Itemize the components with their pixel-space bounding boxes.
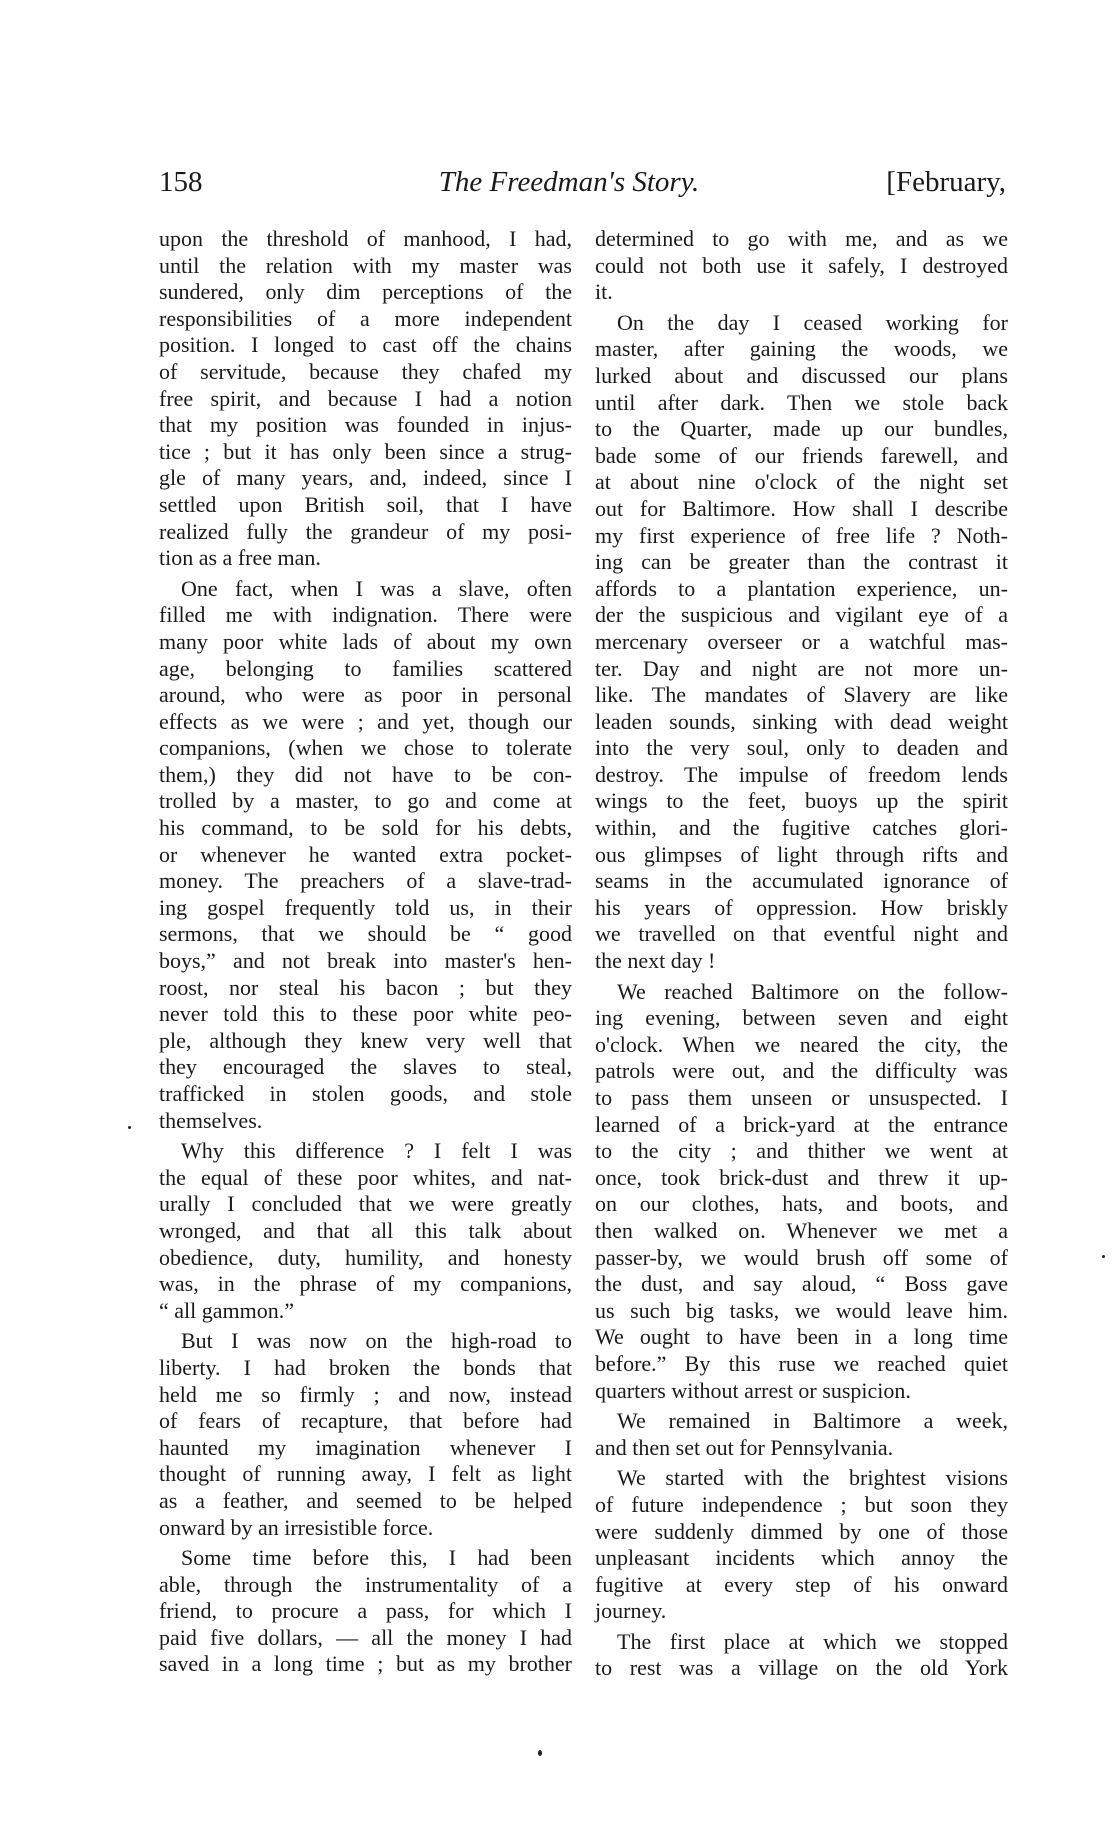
text-line: upon the threshold of manhood, I had, — [159, 226, 572, 251]
text-line: settled upon British soil, that I have — [159, 491, 572, 517]
text-line: “ all gammon.” — [159, 1297, 295, 1323]
text-line: themselves. — [159, 1107, 263, 1133]
text-line: many poor white lads of about my own — [159, 628, 572, 654]
text-line: once, took brick-dust and threw it up- — [595, 1164, 1008, 1190]
text-line: saved in a long time ; but as my brother — [159, 1651, 572, 1677]
text-line: we travelled on that eventful night and — [595, 921, 1008, 947]
paragraph — [159, 226, 572, 572]
right-column — [595, 226, 1008, 1686]
text-line: until the relation with my master was — [159, 252, 572, 278]
text-line: determined to go with me, and as we — [595, 226, 1008, 251]
text-line: and then set out for Pennsylvania. — [595, 1434, 894, 1460]
page-number: 158 — [159, 166, 203, 198]
running-title: The Freedman's Story. — [438, 166, 700, 198]
text-line: like. The mandates of Slavery are like — [595, 682, 1008, 708]
text-line: age, belonging to families scattered — [159, 655, 572, 681]
text-line: on our clothes, hats, and boots, and — [595, 1191, 1008, 1217]
text-line: lurked about and discussed our plans — [595, 362, 1008, 388]
text-line: as a feather, and seemed to be helped — [159, 1487, 572, 1513]
text-line: that my position was founded in injus- — [159, 412, 572, 438]
text-line: roost, nor steal his bacon ; but they — [159, 974, 572, 1000]
text-line: wronged, and that all this talk about — [159, 1217, 572, 1243]
paragraph — [595, 1629, 1008, 1682]
text-line: realized fully the grandeur of my posi- — [159, 518, 572, 544]
text-line: affords to a plantation experience, un- — [595, 575, 1008, 601]
text-line: ple, although they knew very well that — [159, 1027, 572, 1053]
text-line: boys,” and not break into master's hen- — [159, 948, 572, 974]
text-line: money. The preachers of a slave-trad- — [159, 868, 572, 894]
text-line: his years of oppression. How briskly — [595, 894, 1008, 920]
text-line: master, after gaining the woods, we — [595, 336, 1008, 362]
text-line: sermons, that we should be “ good — [159, 921, 572, 947]
text-line: to the city ; and thither we went at — [595, 1138, 1008, 1164]
text-line: tion as a free man. — [159, 545, 321, 571]
paragraph — [595, 1408, 1008, 1461]
text-line: of fears of recapture, that before had — [159, 1408, 572, 1434]
text-line: to rest was a village on the old York — [595, 1655, 1008, 1681]
text-line: trafficked in stolen goods, and stole — [159, 1081, 572, 1106]
text-line: my first experience of free life ? Noth- — [595, 522, 1008, 548]
text-line: urally I concluded that we were greatly — [159, 1191, 572, 1217]
text-line: the next day ! — [595, 948, 716, 974]
text-line: seams in the accumulated ignorance of — [595, 868, 1008, 894]
text-line: journey. — [595, 1598, 667, 1624]
ink-speck — [1102, 1255, 1105, 1258]
paragraph — [159, 1328, 572, 1541]
text-line: could not both use it safely, I destroyed — [595, 252, 1008, 278]
ink-speck — [128, 1126, 131, 1129]
paragraph — [159, 576, 572, 1134]
text-line: bade some of our friends farewell, and — [595, 442, 1008, 468]
text-line: into the very soul, only to deaden and — [595, 735, 1008, 761]
text-line: effects as we were ; and yet, though our — [159, 708, 572, 734]
text-line: We started with the brightest visions — [617, 1465, 1008, 1491]
text-line: ing can be greater than the contrast it — [595, 549, 1008, 575]
text-line: before.” By this ruse we reached quiet — [595, 1350, 1008, 1376]
text-line: until after dark. Then we stole back — [595, 389, 1008, 415]
text-line: held me so firmly ; and now, instead — [159, 1381, 572, 1407]
text-line: friend, to procure a pass, for which I — [159, 1598, 572, 1624]
text-line: of future independence ; but soon they — [595, 1491, 1008, 1517]
text-line: at about nine o'clock of the night set — [595, 469, 1008, 495]
left-column — [159, 226, 572, 1682]
text-line: destroy. The impulse of freedom lends — [595, 761, 1008, 787]
text-line: was, in the phrase of my companions, — [159, 1271, 572, 1297]
text-line: fugitive at every step of his onward — [595, 1571, 1008, 1597]
text-line: of servitude, because they chafed my — [159, 358, 572, 384]
text-line: to pass them unseen or unsuspected. I — [595, 1085, 1008, 1110]
text-line: were suddenly dimmed by one of those — [595, 1518, 1008, 1544]
text-line: ing gospel frequently told us, in their — [159, 894, 572, 920]
paragraph — [595, 226, 1008, 306]
paragraph — [595, 979, 1008, 1405]
text-line: us such big tasks, we would leave him. — [595, 1297, 1008, 1323]
text-line: Some time before this, I had been — [181, 1545, 572, 1571]
text-line: free spirit, and because I had a notion — [159, 385, 572, 411]
text-line: position. I longed to cast off the chains — [159, 332, 572, 358]
text-line: We remained in Baltimore a week, — [617, 1408, 1008, 1434]
text-line: mercenary overseer or a watchful mas- — [595, 628, 1008, 654]
text-line: the equal of these poor whites, and nat- — [159, 1164, 572, 1190]
text-line: paid five dollars, — all the money I had — [159, 1624, 572, 1650]
text-line: ing evening, between seven and eight — [595, 1005, 1008, 1031]
text-line: But I was now on the high-road to — [181, 1328, 572, 1354]
text-line: leaden sounds, sinking with dead weight — [595, 708, 1008, 734]
running-month: [February, — [886, 166, 1006, 198]
text-line: it. — [595, 279, 613, 305]
text-line: the dust, and say aloud, “ Boss gave — [595, 1271, 1008, 1297]
text-line: able, through the instrumentality of a — [159, 1571, 572, 1597]
text-line: ter. Day and night are not more un- — [595, 655, 1008, 681]
paragraph — [595, 1465, 1008, 1625]
text-line: o'clock. When we neared the city, the — [595, 1031, 1008, 1057]
text-line: his command, to be sold for his debts, — [159, 815, 572, 841]
text-line: trolled by a master, to go and come at — [159, 788, 572, 814]
text-line: then walked on. Whenever we met a — [595, 1217, 1008, 1243]
text-line: Why this difference ? I felt I was — [181, 1138, 572, 1164]
text-line: ous glimpses of light through rifts and — [595, 841, 1008, 867]
text-line: unpleasant incidents which annoy the — [595, 1545, 1008, 1571]
text-line: tice ; but it has only been since a strug- — [159, 438, 572, 464]
paragraph — [159, 1545, 572, 1678]
text-line: gle of many years, and, indeed, since I — [159, 465, 572, 491]
text-line: haunted my imagination whenever I — [159, 1434, 572, 1460]
text-line: learned of a brick-yard at the entrance — [595, 1111, 1008, 1137]
text-line: out for Baltimore. How shall I describe — [595, 495, 1008, 521]
text-line: onward by an irresistible force. — [159, 1514, 434, 1540]
text-line: to the Quarter, made up our bundles, — [595, 416, 1008, 442]
text-line: within, and the fugitive catches glori- — [595, 815, 1008, 841]
ink-speck — [538, 1750, 542, 1756]
text-line: We ought to have been in a long time — [595, 1324, 1008, 1350]
text-line: liberty. I had broken the bonds that — [159, 1354, 572, 1380]
text-line: We reached Baltimore on the follow- — [617, 978, 1008, 1004]
text-line: around, who were as poor in personal — [159, 682, 572, 708]
text-line: filled me with indignation. There were — [159, 602, 572, 628]
text-line: thought of running away, I felt as light — [159, 1461, 572, 1487]
text-line: sundered, only dim perceptions of the — [159, 279, 572, 305]
text-line: patrols were out, and the difficulty was — [595, 1058, 1008, 1084]
text-line: they encouraged the slaves to steal, — [159, 1054, 572, 1080]
text-line: companions, (when we chose to tolerate — [159, 735, 572, 761]
text-line: them,) they did not have to be con- — [159, 761, 572, 787]
paragraph — [595, 310, 1008, 975]
paragraph — [159, 1138, 572, 1324]
text-line: quarters without arrest or suspicion. — [595, 1377, 911, 1403]
text-line: On the day I ceased working for — [617, 309, 1008, 335]
text-line: One fact, when I was a slave, often — [181, 575, 572, 601]
text-line: responsibilities of a more independent — [159, 305, 572, 331]
text-line: der the suspicious and vigilant eye of a — [595, 602, 1008, 628]
text-line: obedience, duty, humility, and honesty — [159, 1244, 572, 1270]
text-line: The first place at which we stopped — [617, 1628, 1008, 1654]
text-line: passer-by, we would brush off some of — [595, 1244, 1008, 1270]
text-line: never told this to these poor white peo- — [159, 1001, 572, 1027]
text-line: wings to the feet, buoys up the spirit — [595, 788, 1008, 814]
text-line: or whenever he wanted extra pocket- — [159, 841, 572, 867]
